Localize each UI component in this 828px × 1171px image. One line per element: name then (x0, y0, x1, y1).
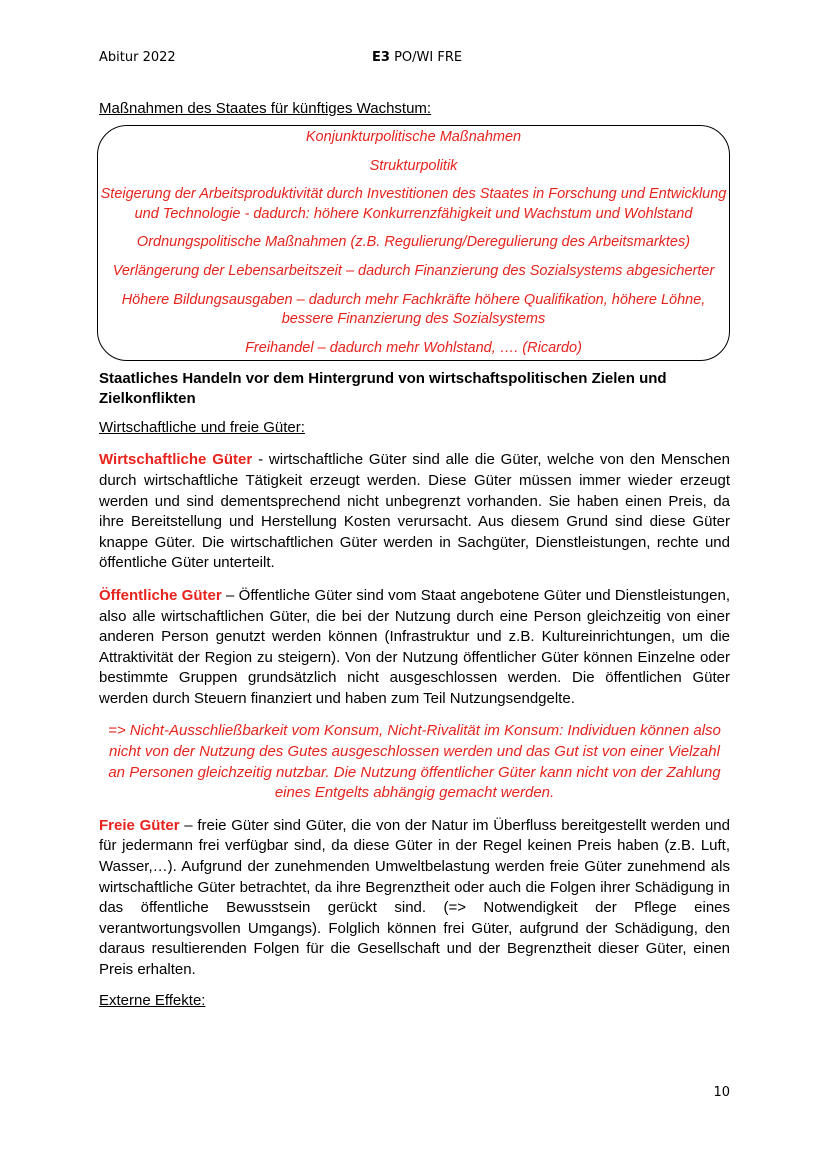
term-wirtschaftliche-gueter: Wirtschaftliche Güter (99, 451, 253, 469)
term-freie-gueter: Freie Güter (99, 816, 180, 834)
measure-item: Freihandel – dadurch mehr Wohlstand, …. (Ricardo) (245, 339, 582, 356)
measures-heading: Maßnahmen des Staates für künftiges Wachstum: (99, 100, 432, 117)
paragraph-oeffentliche-gueter (99, 586, 730, 710)
external-effects-heading: Externe Effekte: (99, 991, 206, 1009)
measure-item: Strukturpolitik (369, 157, 458, 174)
measures-box (97, 125, 730, 361)
section-subtitle: Wirtschaftliche und freie Güter: (99, 419, 305, 437)
measure-item: Verlängerung der Lebensarbeitszeit – dadurch Finanzierung des Sozialsystems abgesicherter (112, 262, 715, 279)
page-number: 10 (713, 1085, 730, 1100)
term-oeffentliche-gueter: Öffentliche Güter (99, 586, 222, 604)
text-wirtschaftliche-gueter: - wirtschaftliche Güter sind alle die Güter, welche von den Menschen durch wirtschaftliche Tätigkeit erzeugt werden. Diese Güter müssen immer wieder erzeugt werden und sind dementsprechend nicht unbegrenzt vorhanden. Sie haben einen Preis, da ihre Bereitstellung und Herstellung Kosten verursacht. Aus diesem Grund sind diese Güter knappe Güter. Die wirtschaftlichen Güter werden in Sachgüter, Dienstleistungen, rechte und öffentliche Güter unterteilt. (99, 451, 730, 572)
measure-item: Höhere Bildungsausgaben – dadurch mehr Fachkräfte höhere Qualifikation, höhere Löhne, bessere Finanzierung des Sozialsystems (121, 291, 706, 328)
header-course (372, 50, 462, 65)
paragraph-wirtschaftliche-gueter (99, 450, 730, 574)
page-content (99, 99, 730, 1011)
measure-item: Konjunkturpolitische Maßnahmen (305, 129, 522, 145)
text-freie-gueter: – freie Güter sind Güter, die von der Natur im Überfluss bereitgestellt werden und für jedermann frei verfügbar sind, da diese Güter in der Regel keinen Preis haben (z.B. Luft, Wasser,…). Aufgrund der zunehmenden Umweltbelastung werden freie Güter zunehmend als wirtschaftliche Güter betrachtet, da ihre Begrenztheit oder auch die Folgen ihrer Schädigung in das öffentliche Bewusstsein gerückt sind. (=> Notwendigkeit der Pflege eines verantwortungsvollen Umgangs). Folglich können frei Güter, aufgrund der Schädigung, den daraus resultierenden Folgen für die Gesellschaft und der Begrenztheit dieser Güter, einen Preis erhalten. (99, 816, 730, 978)
header-course-code: E3 (372, 50, 390, 65)
section-title: Staatliches Handeln vor dem Hintergrund von wirtschaftspolitischen Zielen und Zielkonflikten (99, 370, 667, 408)
paragraph-freie-gueter (99, 816, 730, 981)
measure-item: Ordnungspolitische Maßnahmen (z.B. Regulierung/Deregulierung des Arbeitsmarktes) (136, 234, 691, 251)
text-oeffentliche-gueter: – Öffentliche Güter sind vom Staat angebotene Güter und Dienstleistungen, also alle wirtschaftlichen Güter, die bei der Nutzung durch eine Person gleichzeitig von einer anderen Person genutzt werden können (Infrastruktur und z.B. Kultureinrichtungen, um die Attraktivität der Region zu steigern). Von der Nutzung öffentlicher Güter können Einzelne oder bestimmte Gruppen grundsätzlich nicht ausgeschlossen werden. Die öffentlichen Güter werden durch Steuern finanziert und haben zum Teil Nutzungsendgelte. (99, 586, 730, 707)
header-left: Abitur 2022 (99, 50, 176, 65)
header-course-rest: PO/WI FRE (389, 50, 463, 65)
public-goods-note: => Nicht-Ausschließbarkeit vom Konsum, Nicht-Rivalität im Konsum: Individuen können also nicht von der Nutzung des Gutes ausgeschlossen werden und das Gut ist von einer Vielzahl an Personen gleichzeitig nutzbar. Die Nutzung öffentlicher Güter kann nicht von der Zahlung eines Entgelts abhängig gemacht werden. (108, 722, 721, 802)
measure-item: Steigerung der Arbeitsproduktivität durch Investitionen des Staates in Forschung und Entwicklung und Technologie - dadurch: höhere Konkurrenzfähigkeit und Wachstum und Wohlstand (100, 186, 727, 222)
